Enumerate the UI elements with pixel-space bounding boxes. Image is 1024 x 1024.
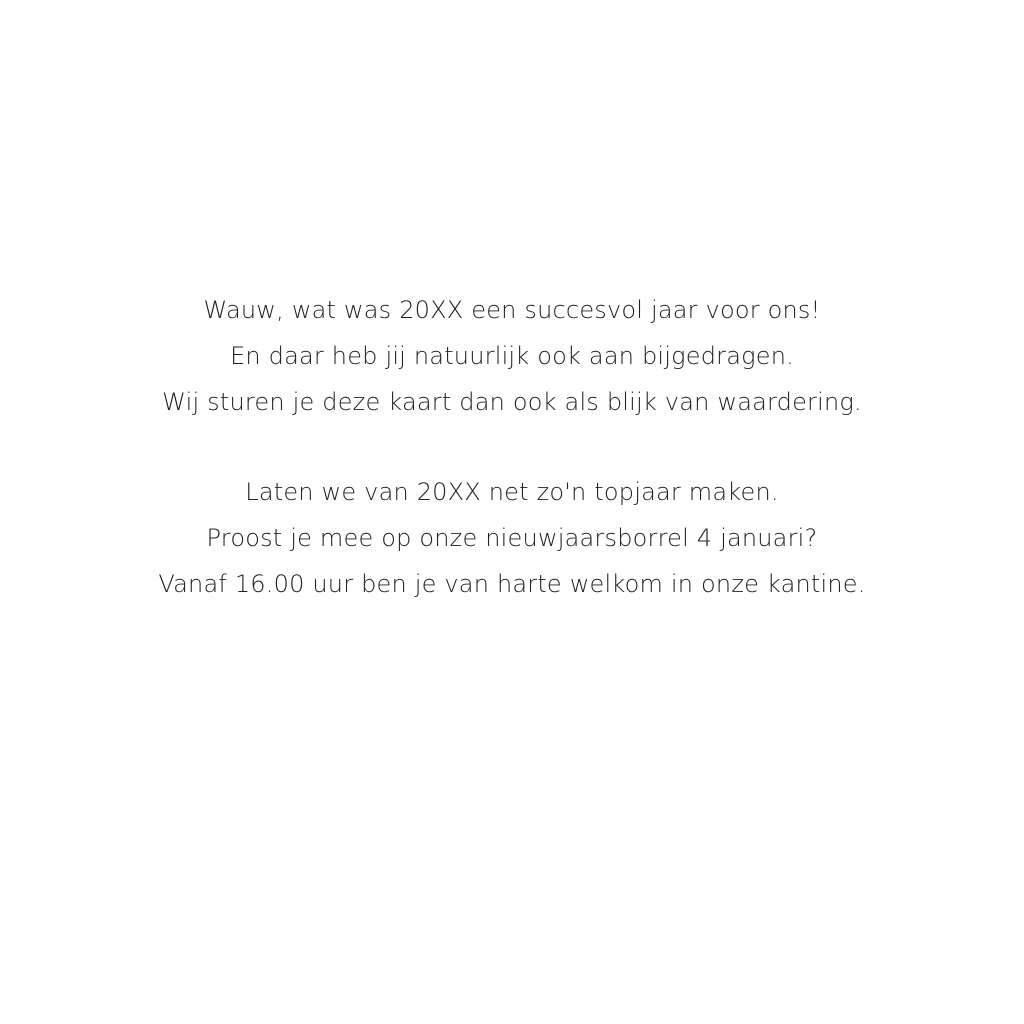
message-line: Vanaf 16.00 uur ben je van harte welkom in onze kantine.: [158, 570, 866, 598]
message-line: Wij sturen je deze kaart dan ook als blijk van waardering.: [162, 388, 862, 416]
card-message: [0, 287, 1024, 607]
paragraph-1: [0, 287, 1024, 425]
message-line: En daar heb jij natuurlijk ook aan bijgedragen.: [230, 342, 794, 370]
message-line: Wauw, wat was 20XX een succesvol jaar voor ons!: [203, 296, 821, 324]
paragraph-spacer: [0, 425, 1024, 469]
message-line: Laten we van 20XX net zo'n topjaar maken.: [245, 478, 779, 506]
paragraph-2: [0, 469, 1024, 607]
message-line: Proost je mee op onze nieuwjaarsborrel 4 januari?: [206, 524, 818, 552]
